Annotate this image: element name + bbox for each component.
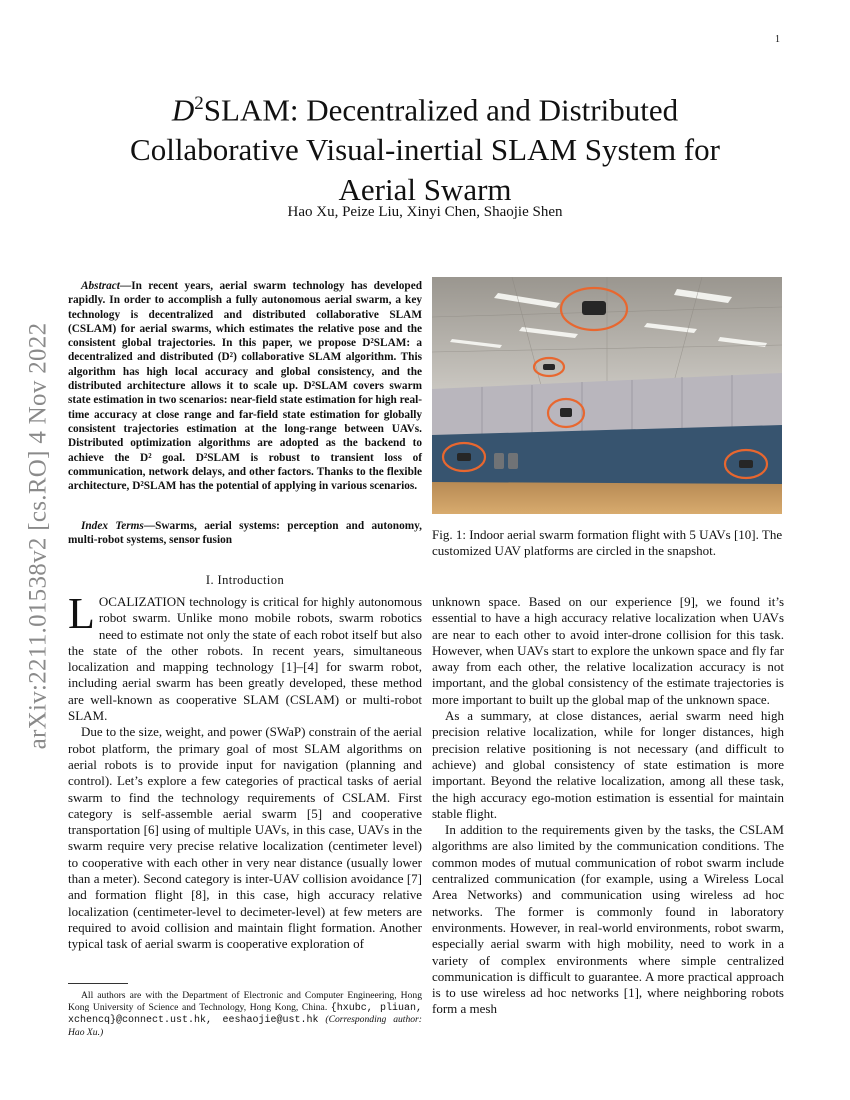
page-number: 1: [775, 34, 780, 45]
title-superscript: 2: [194, 93, 204, 114]
footnote-emails: {hxubc, pliuan, xchencq}@connect.ust.hk, eeshaojie@ust.hk: [68, 1002, 422, 1027]
title-line2: Collaborative Visual-inertial SLAM System for: [130, 132, 720, 168]
index-terms-label: Index Terms: [81, 520, 144, 532]
title-line3: Aerial Swarm: [338, 172, 512, 208]
right-paragraph-2: As a summary, at close distances, aerial swarm need high precision relative localization, while for longer distances, high precision relative positioning is not necessary (and difficult to achieve) and global consistency of state estimation is more important. Beyond the relative localization, among all these task, the high accuracy ego-motion estimation is essential for maintain stable flight.: [432, 708, 784, 821]
right-column: [432, 594, 784, 1018]
right-paragraph-1: unknown space. Based on our experience [9], we found it’s essential to have a high accuracy relative localization when UAVs are near to each other to avoid inter-drone collision for this task. However, when UAVs start to explore the unkown space and fly far away from each other, the relative localization accuracy is not important, and the global consistency of the estimate trajectories is more important to built up the global map of the unknown space.: [432, 594, 784, 707]
floor: [432, 482, 782, 514]
right-paragraph-3: In addition to the requirements given by the tasks, the CSLAM algorithms are also limited by the communication conditions. The common modes of mutual communication of robot swarm include centralized communication (for example, using a Wireless Local Area Networks) and communication using wireless ad hoc networks. The former is commonly found in laboratory environments. However, in real-world environments, robot swarm, especially aerial swarm with high mobility, need to work in a variety of complex environments where simple centralized communication is difficult to guarantee. A more practical approach is to use wireless ad hoc networks [1], where neighboring robots form a mesh: [432, 822, 784, 1017]
swarm-flight-illustration: [432, 277, 782, 514]
arxiv-stamp-text: arXiv:2211.01538v2 [cs.RO] 4 Nov 2022: [24, 322, 51, 750]
intro-paragraph-1: [68, 589, 422, 724]
intro-paragraph-1-text: OCALIZATION technology is critical for highly autonomous robot swarm. Unlike mono mobile robots, swarm robotics need to estimate not only the state of each robot itself but also the state of the other robots. In recent years, simultaneous localization and mapping technology [1]–[4] for swarm robot, including aerial swarm has been greatly developed, these method are well-known as cooperative SLAM (CSLAM) or multi-robot SLAM.: [68, 594, 422, 724]
abstract: [68, 279, 422, 493]
figure-caption: Fig. 1: Indoor aerial swarm formation flight with 5 UAVs [10]. The customized UAV platforms are circled in the snapshot.: [432, 527, 783, 559]
abstract-label: Abstract: [81, 280, 120, 292]
title-prefix: D: [171, 92, 195, 128]
index-terms-text: —Swarms, aerial systems: perception and autonomy, multi-robot systems, sensor fusion: [68, 520, 422, 547]
footnote: [68, 990, 422, 1038]
figure-1-photo: [432, 277, 782, 514]
intro-paragraph-2: Due to the size, weight, and power (SWaP) constrain of the aerial robot platform, the primary goal of most SLAM algorithms on aerial robots is to provide input for navigation (planning and control). Let’s explore a few categories of practical tasks of aerial swarm to find the technology requirements of CSLAM. First category is self-assemble aerial swarm [5] and cooperative transportation [6] using of multiple UAVs, in this case, UAVs in the swarm require very precise relative localization (centimeter level) to cooperative with each other in very near distance (usually lower than a meter). Second category is inter-UAV collision avoidance [7] and formation flight [8], in this case, high accuracy relative localization (centimeter-level to decimeter-level) at few meters are required to avoid collision and maintain flight formation. Another typical task of aerial swarm is cooperative exploration of: [68, 724, 422, 952]
footnote-rule: [68, 983, 128, 984]
drop-cap: L: [68, 589, 95, 638]
author-list: Hao Xu, Peize Liu, Xinyi Chen, Shaojie Shen: [287, 204, 563, 220]
arxiv-stamp: [14, 296, 62, 776]
section-heading: I. Introduction: [205, 573, 285, 587]
footnote-affiliation: All authors are with the Department of Electronic and Computer Engineering, Hong Kong University of Science and Technology, Hong Kong, China.: [68, 990, 422, 1013]
left-column: [68, 589, 422, 953]
index-terms: [68, 519, 422, 548]
title-line1: SLAM: Decentralized and Distributed: [203, 92, 679, 128]
paper-title: [80, 84, 770, 210]
abstract-text: —In recent years, aerial swarm technology has developed rapidly. In order to accomplish a fully autonomous aerial swarm, a key technology is decentralized and distributed collaborative SLAM (CSLAM) for aerial swarms, which estimates the relative pose and the consistent global trajectories. In this paper, we propose D²SLAM: a decentralized and distributed (D²) collaborative SLAM algorithm. This algorithm has high local accuracy and global consistency, and the distributed architecture allows it to scale up. D²SLAM covers swarm state estimation in two scenarios: near-field state estimation for high real-time accuracy at close range and far-field state estimation for globally consistent trajectories estimation at the long-range between UAVs. Distributed optimization algorithms are adopted as the backend to achieve the D² goal. D²SLAM is robust to transient loss of communication, network delays, and other factors. Thanks to the flexible architecture, D²SLAM has the potential of applying in various scenarios.: [68, 280, 422, 493]
footnote-corresponding: (Corresponding author: Hao Xu.): [68, 1014, 422, 1038]
